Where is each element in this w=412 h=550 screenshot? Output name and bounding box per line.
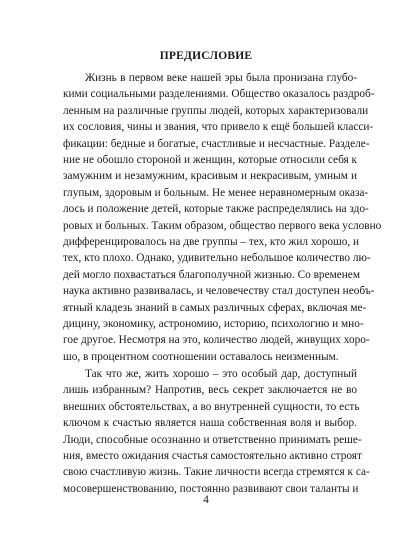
text-line: тех, кто плохо. Однако, удивительно небольшое количество лю-: [63, 252, 371, 265]
text-line: мосовершенствованию, постоянно развивают свои таланты и: [63, 482, 359, 495]
text-line: ния, вместо ожидания счастья самостоятельно активно строят: [63, 450, 362, 462]
text-line: ровых и больных. Таким образом, общество первого века условно: [63, 219, 382, 232]
text-line: замужним и незамужним, красивым и некрасивым, умным и: [63, 170, 357, 183]
text-line: свою счастливую жизнь. Такие личности всегда стремятся к са-: [63, 466, 370, 479]
text-line: дей могло похвастаться благополучной жизнью. Со временем: [63, 268, 360, 281]
text-line: кими социальными разделениями. Общество оказалось раздроб-: [63, 88, 375, 101]
page-number: 4: [203, 494, 209, 506]
text-line: лось и положение детей, которые также распределялись на здо-: [63, 203, 369, 216]
text-line: их сословия, чины и звания, что привело к ещё большей класси-: [63, 121, 374, 134]
text-line: лишь избранным? Напротив, весь секрет заключается не во: [63, 384, 357, 397]
text-line: шо, в процентном соотношении оставалось неизменным.: [63, 350, 339, 363]
text-line: ние не обошло стороной и женщин, которые относили себя к: [63, 154, 358, 166]
text-line: глупым, здоровым и больным. Не менее неравномерным оказа-: [63, 186, 369, 199]
text-line: фикации: бедные и богатые, счастливые и несчастные. Разделе-: [63, 137, 370, 150]
text-line: наука активно развивалась, и человечеству стал доступен необъ-: [63, 285, 375, 298]
text-line: Люди, способные осознанно и ответственно принимать реше-: [63, 433, 362, 446]
text-line: Жизнь в первом веке нашей эры была пронизана глубо-: [85, 72, 357, 84]
text-line: ятный кладезь знаний в самых различных сферах, включая ме-: [63, 301, 367, 314]
text-line: дицину, экономику, астрономию, историю, психологию и мно-: [63, 318, 364, 330]
text-line: дифференцировалось на две группы – тех, кто жил хорошо, и: [63, 236, 360, 248]
text-line: ключом к счастью является наша собственная воля и выбор.: [63, 417, 357, 430]
text-line: внешних обстоятельствах, а во внутренней сущности, то есть: [63, 400, 360, 413]
page-title: ПРЕДИСЛОВИЕ: [159, 50, 253, 62]
text-line: гое другое. Несмотря на это, количество людей, живущих хоро-: [63, 334, 370, 347]
text-line: ленным на различные группы людей, которых характеризовали: [63, 104, 369, 117]
text-line: Так что же, жить хорошо – это особый дар, доступный: [85, 368, 357, 380]
